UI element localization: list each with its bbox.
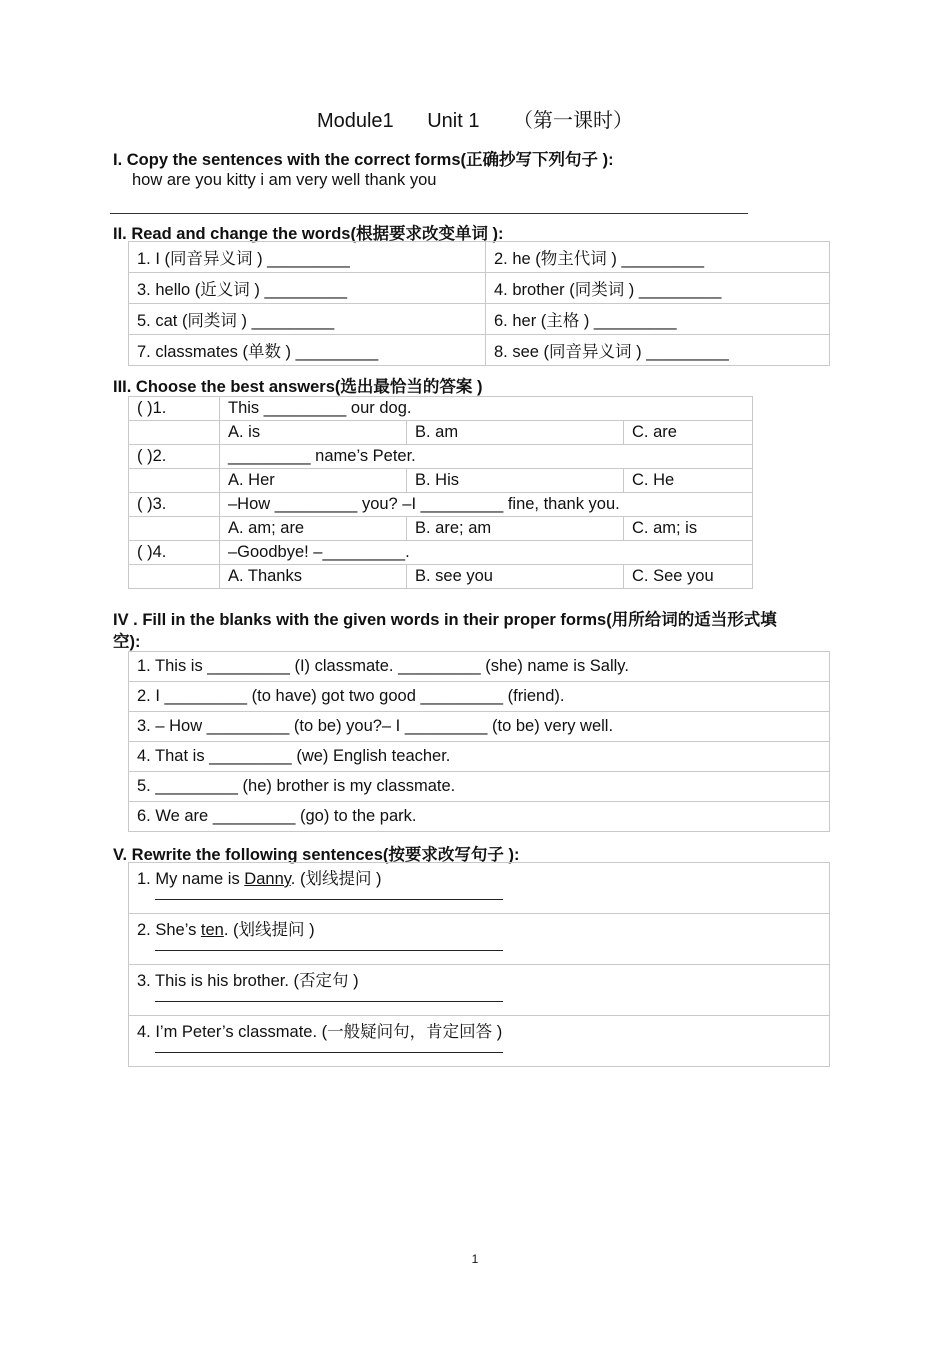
question-stem: This _________ our dog. <box>220 397 753 421</box>
table-row <box>129 772 830 802</box>
table-row <box>129 397 753 421</box>
table-row <box>129 445 753 469</box>
question-stem: –How _________ you? –I _________ fine, thank you. <box>220 493 753 517</box>
table-row <box>129 652 830 682</box>
table-row <box>129 802 830 832</box>
option-b: B. see you <box>407 565 624 589</box>
section-2-table <box>128 241 830 366</box>
section-2-heading: II. Read and change the words(根据要求改变单词 ): <box>113 225 504 243</box>
word-item: 6. her (主格 ) _________ <box>486 304 830 335</box>
question-number: ( )2. <box>129 445 220 469</box>
lesson-label: （第一课时） <box>513 110 634 132</box>
section-5-table <box>128 862 830 1067</box>
module-label: Module1 <box>316 110 394 132</box>
option-a: A. am; are <box>220 517 407 541</box>
table-row <box>129 863 830 914</box>
table-row <box>129 565 753 589</box>
section-3-heading: III. Choose the best answers(选出最恰当的答案 ) <box>113 378 483 396</box>
option-b: B. His <box>407 469 624 493</box>
table-row <box>129 965 830 1016</box>
unit-label: Unit 1 <box>427 110 480 132</box>
table-row <box>129 742 830 772</box>
underlined-word: ten <box>200 921 224 939</box>
table-row <box>129 335 830 366</box>
fill-item: 4. That is _________ (we) English teacher. <box>129 742 830 772</box>
option-a: A. Her <box>220 469 407 493</box>
table-row <box>129 304 830 335</box>
answer-line <box>155 1052 503 1053</box>
rewrite-item: 4. I’m Peter’s classmate. (一般疑问句，肯定回答 ) <box>129 1016 830 1067</box>
table-row <box>129 1016 830 1067</box>
word-item: 7. classmates (单数 ) _________ <box>129 335 486 366</box>
table-row <box>129 517 753 541</box>
option-c: C. See you <box>624 565 753 589</box>
fill-item: 1. This is _________ (I) classmate. _________ (she) name is Sally. <box>129 652 830 682</box>
word-item: 4. brother (同类词 ) _________ <box>486 273 830 304</box>
option-a: A. Thanks <box>220 565 407 589</box>
option-c: C. are <box>624 421 753 445</box>
question-stem: _________ name’s Peter. <box>220 445 753 469</box>
table-row <box>129 541 753 565</box>
rewrite-item: 3. This is his brother. (否定句 ) <box>129 965 830 1016</box>
option-b: B. am <box>407 421 624 445</box>
section-4-heading-cont: 空): <box>113 633 141 651</box>
table-row <box>129 914 830 965</box>
option-c: C. am; is <box>624 517 753 541</box>
question-number: ( )1. <box>129 397 220 421</box>
answer-line <box>155 1001 503 1002</box>
question-number: ( )4. <box>129 541 220 565</box>
section-5-heading: V. Rewrite the following sentences(按要求改写句子 ): <box>113 846 520 864</box>
option-b: B. are; am <box>407 517 624 541</box>
table-row <box>129 493 753 517</box>
section-1-answer-line <box>110 213 748 214</box>
page-number: 1 <box>471 1252 479 1266</box>
underlined-word: Danny <box>244 870 291 888</box>
fill-item: 3. – How _________ (to be) you?– I _________ (to be) very well. <box>129 712 830 742</box>
word-item: 8. see (同音异义词 ) _________ <box>486 335 830 366</box>
table-row <box>129 682 830 712</box>
table-row <box>129 421 753 445</box>
answer-line <box>155 899 503 900</box>
rewrite-item: 1. My name is Danny. (划线提问 ) <box>129 863 830 914</box>
word-item: 1. I (同音异义词 ) _________ <box>129 242 486 273</box>
fill-item: 2. I _________ (to have) got two good _________ (friend). <box>129 682 830 712</box>
section-3-table <box>128 396 753 589</box>
rewrite-item: 2. She’s ten. (划线提问 ) <box>129 914 830 965</box>
word-item: 2. he (物主代词 ) _________ <box>486 242 830 273</box>
option-c: C. He <box>624 469 753 493</box>
fill-item: 6. We are _________ (go) to the park. <box>129 802 830 832</box>
word-item: 5. cat (同类词 ) _________ <box>129 304 486 335</box>
page-title <box>0 104 950 133</box>
table-row <box>129 273 830 304</box>
table-row <box>129 242 830 273</box>
option-a: A. is <box>220 421 407 445</box>
table-row <box>129 712 830 742</box>
question-stem: –Goodbye! –_________. <box>220 541 753 565</box>
fill-item: 5. _________ (he) brother is my classmate. <box>129 772 830 802</box>
section-4-table <box>128 651 830 832</box>
section-1-heading: I. Copy the sentences with the correct forms(正确抄写下列句子 ): <box>113 151 614 169</box>
section-1-sentence: how are you kitty i am very well thank you <box>132 171 437 189</box>
word-item: 3. hello (近义词 ) _________ <box>129 273 486 304</box>
table-row <box>129 469 753 493</box>
section-4-heading: IV . Fill in the blanks with the given words in their proper forms(用所给词的适当形式填 <box>113 611 777 629</box>
answer-line <box>155 950 503 951</box>
question-number: ( )3. <box>129 493 220 517</box>
